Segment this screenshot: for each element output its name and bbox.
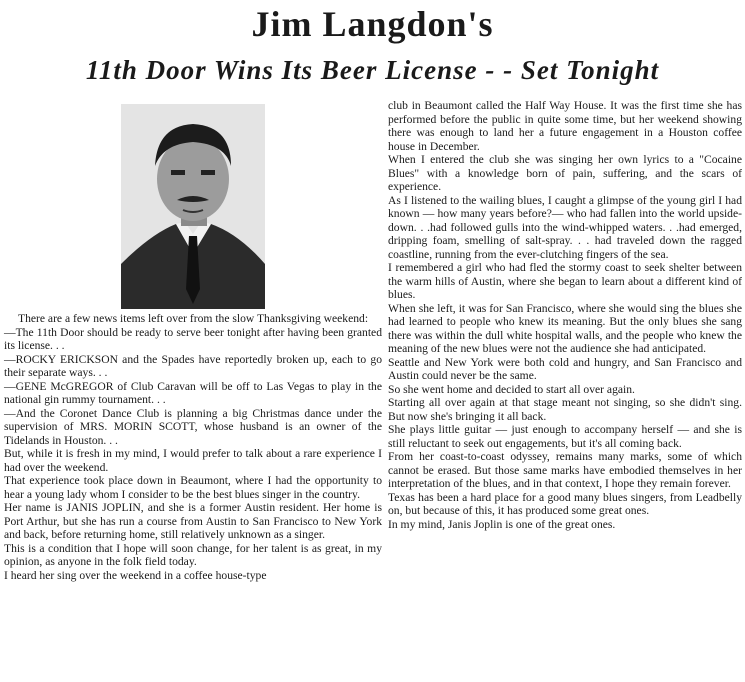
paragraph: club in Beaumont called the Half Way House. It was the first time she has performed before the public in quite some time, but her weekend showing there was enough to land her a future engagement in a Houston coffee house in December. (388, 99, 742, 153)
paragraph: I heard her sing over the weekend in a coffee house-type (4, 568, 267, 582)
paragraph: But, while it is fresh in my mind, I would prefer to talk about a rare experience I had over the weekend. (4, 447, 382, 474)
paragraph: Her name is JANIS JOPLIN, and she is a former Austin resident. Her home is Port Arthur, but she has run a course from Austin to San Francisco to New York and back, before returning home, still relatively unknown as a singer. (4, 501, 382, 541)
paragraph: She plays little guitar — just enough to accompany herself — and she is still reluctant to seek out engagements, but it's all coming back. (388, 423, 742, 450)
headline: Jim Langdon's (251, 4, 494, 44)
paragraph: Seattle and New York were both cold and hungry, and San Francisco and Austin could never be the same. (388, 355, 742, 382)
paragraph: As I listened to the wailing blues, I caught a glimpse of the young girl I had known — how many years before?— who had fallen into the world upside-down. . .had followed gulls into the wind-whipped waters. . .had emerged, dripping foam, smelling of salt-spray. . . had traveled down the ragged coastline, running from the ever-clutching fingers of the sea. (388, 193, 742, 261)
paragraph: So she went home and decided to start all over again. (388, 382, 635, 396)
paragraph: When I entered the club she was singing her own lyrics to a "Cocaine Blues" with a knowledge born of pain, suffering, and the scars of experience. (388, 153, 742, 193)
paragraph: Starting all over again at that stage meant not singing, so she didn't sing. But now she's bringing it all back. (388, 396, 742, 423)
subheadline: 11th Door Wins Its Beer License - - Set Tonight (85, 55, 660, 85)
portrait-photo (121, 104, 265, 309)
article-left-column (4, 312, 382, 582)
paragraph: —And the Coronet Dance Club is planning a big Christmas dance under the supervision of MRS. MORIN SCOTT, whose husband is an owner of the Tidelands in Houston. . . (4, 406, 382, 447)
paragraph: When she left, it was for San Francisco, where she would sing the blues she had learned to people who knew its meaning. But the only blues she sang there was within the dull white hospital walls, and the people who knew the meaning of the new blues were not the audience she had anticipated. (388, 301, 742, 355)
paragraph: —The 11th Door should be ready to serve beer tonight after having been granted its license. . . (4, 325, 382, 352)
portrait-photo-icon (121, 104, 265, 309)
paragraph: From her coast-to-coast odyssey, remains many marks, some of which cannot be erased. But those same marks have embodied themselves in her interpretation of the blues, and in that context, I hope they remain forever. (388, 450, 742, 490)
paragraph: —ROCKY ERICKSON and the Spades have reportedly broken up, each to go their separate ways. . . (4, 352, 382, 379)
paragraph: That experience took place down in Beaumont, where I had the opportunity to hear a young lady whom I consider to be the best blues singer in the country. (4, 474, 382, 501)
paragraph: In my mind, Janis Joplin is one of the great ones. (388, 517, 616, 531)
article-right-column (388, 99, 742, 531)
paragraph: —GENE McGREGOR of Club Caravan will be off to Las Vegas to play in the national gin rummy tournament. . . (4, 379, 382, 406)
paragraph: This is a condition that I hope will soon change, for her talent is as great, in my opinion, as anyone in the folk field today. (4, 541, 382, 568)
paragraph: There are a few news items left over from the slow Thanksgiving weekend: (18, 312, 369, 325)
paragraph: I remembered a girl who had fled the stormy coast to seek shelter between the warm hills of Austin, where she began to learn about a different kind of blues. (388, 261, 742, 301)
paragraph: Texas has been a hard place for a good many blues singers, from Leadbelly on, but because of this, it has produced some great ones. (388, 490, 742, 517)
